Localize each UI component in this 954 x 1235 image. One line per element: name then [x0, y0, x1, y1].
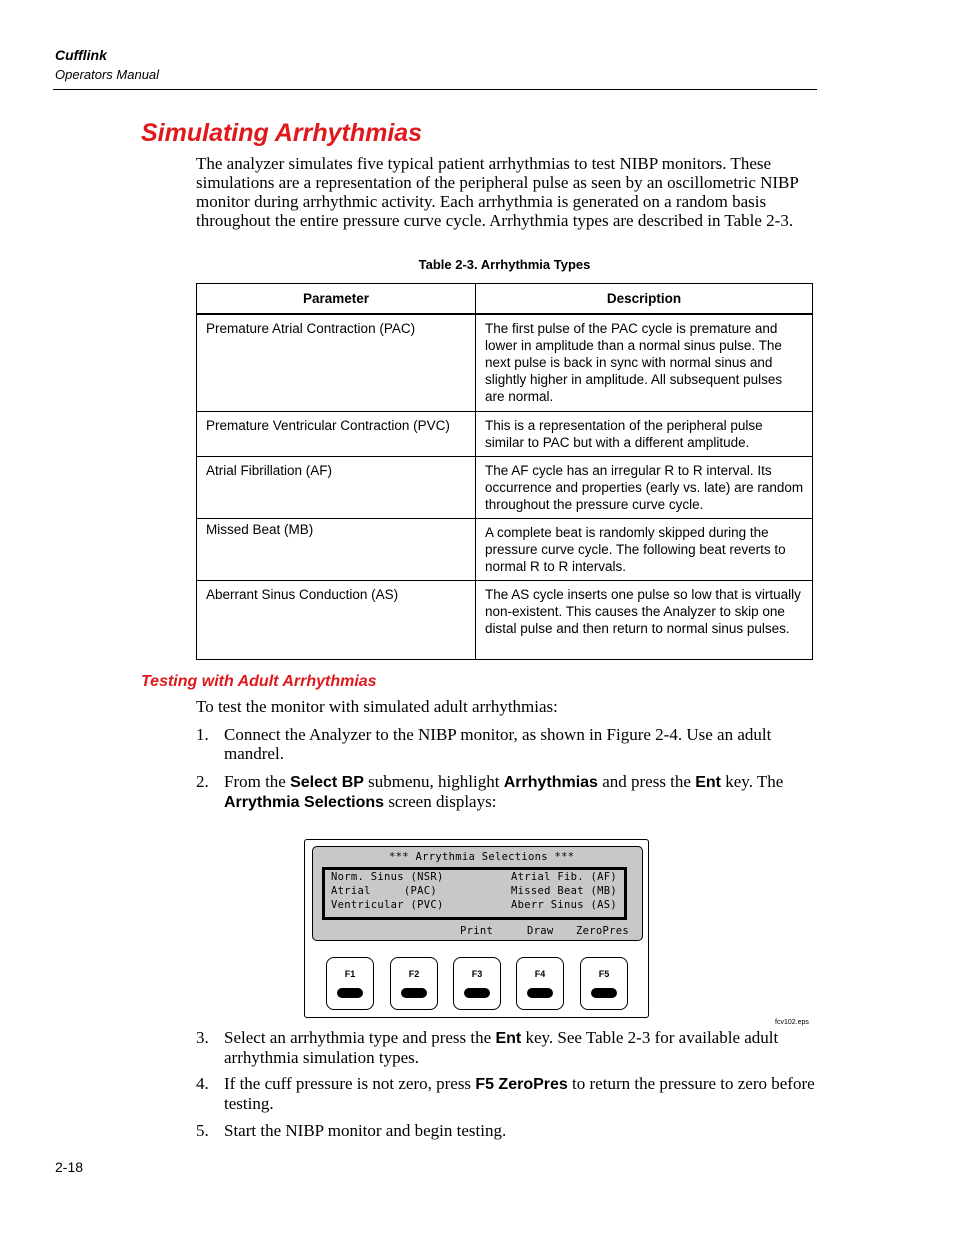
description-cell: This is a representation of the peripheral pulse similar to PAC but with a different amplitude.	[476, 411, 813, 456]
f4-button-bar	[527, 988, 553, 998]
step-text-run: to return the pressure to zero before testing.	[224, 1074, 815, 1113]
softkey-zeropres: ZeroPres	[576, 925, 629, 937]
f5-button-bar	[591, 988, 617, 998]
key-keyword: Ent	[495, 1030, 522, 1047]
menu-keyword: Select BP	[290, 774, 364, 791]
f2-label: F2	[408, 969, 420, 979]
column-header-description: Description	[476, 284, 813, 315]
key-keyword: Ent	[695, 774, 721, 791]
table-row	[197, 411, 813, 456]
description-cell: The first pulse of the PAC cycle is premature and lower in amplitude than a normal sinus pulse. The next pulse is back in sync with normal sinus and slightly higher in amplitude. All subsequent pulses are normal.	[476, 314, 813, 411]
parameter-cell: Premature Atrial Contraction (PAC)	[197, 314, 476, 411]
menu-keyword: Arrhythmias	[503, 774, 598, 791]
softkey-draw: Draw	[527, 925, 554, 937]
manual-subtitle: Operators Manual	[55, 67, 160, 82]
table-header-row	[197, 284, 813, 315]
step-text-run: If the cuff pressure is not zero, press	[224, 1074, 476, 1093]
parameter-cell: Aberrant Sinus Conduction (AS)	[197, 580, 476, 659]
subsection-title: Testing with Adult Arrhythmias	[141, 673, 377, 690]
step-text: Start the NIBP monitor and begin testing.	[224, 1121, 507, 1140]
parameter-cell: Premature Ventricular Contraction (PVC)	[197, 411, 476, 456]
manual-product-title: Cufflink	[55, 47, 107, 63]
table-row	[197, 456, 813, 518]
step-text	[224, 1028, 816, 1067]
f4-label: F4	[534, 969, 546, 979]
step-text-run: submenu, highlight	[363, 772, 504, 791]
step-number: 2.	[196, 772, 209, 791]
header-divider	[53, 89, 817, 90]
menu-option-pvc: Ventricular (PVC)	[331, 899, 444, 911]
table-caption: Table 2-3. Arrhythmia Types	[418, 257, 591, 272]
menu-option-nsr: Norm. Sinus (NSR)	[331, 871, 444, 883]
description-cell: A complete beat is randomly skipped during the pressure curve cycle. The following beat reverts to normal R to R intervals.	[476, 518, 813, 580]
intro-paragraph: The analyzer simulates five typical patient arrhythmias to test NIBP monitors. These simulations are a representation of the peripheral pulse as seen by an oscillometric NIBP monitor during arrhythmic activity. Each arrhythmia is generated on a random basis throughout the entire pressure curve cycle. Arrhythmia types are described in Table 2-3.	[196, 154, 799, 230]
step-number: 5.	[196, 1121, 209, 1140]
step-text-run: key. See Table 2-3 for available adult arrhythmia simulation types.	[224, 1028, 779, 1067]
page-number: 2-18	[55, 1159, 84, 1175]
key-keyword: F5 ZeroPres	[475, 1076, 568, 1093]
figure-file-id: fcv102.eps	[775, 1019, 809, 1026]
step-text: Connect the Analyzer to the NIBP monitor, as shown in Figure 2-4. Use an adult mandrel.	[224, 725, 772, 763]
screen-keyword: Arrythmia Selections	[224, 794, 385, 811]
f5-key	[580, 957, 628, 1010]
f2-button-bar	[401, 988, 427, 998]
f3-button-bar	[464, 988, 490, 998]
description-cell: The AF cycle has an irregular R to R interval. Its occurrence and properties (early vs. late) are random throughout the pressure curve cycle.	[476, 456, 813, 518]
f2-key	[390, 957, 438, 1010]
table-row	[197, 518, 813, 580]
description-cell: The AS cycle inserts one pulse so low that is virtually non-existent. This causes the Analyzer to skip one distal pulse and then return to normal sinus pulses.	[476, 580, 813, 659]
arrhythmia-types-table	[196, 283, 813, 660]
screen-title: *** Arrythmia Selections ***	[389, 851, 575, 863]
section-title: Simulating Arrhythmias	[141, 119, 423, 147]
f3-key	[453, 957, 501, 1010]
f5-label: F5	[598, 969, 610, 979]
f4-key	[516, 957, 564, 1010]
step-text-run: Select an arrhythmia type and press the	[224, 1028, 496, 1047]
f1-key	[326, 957, 374, 1010]
menu-option-pac: Atrial (PAC)	[331, 885, 437, 897]
table-row	[197, 580, 813, 659]
parameter-cell: Missed Beat (MB)	[197, 518, 476, 580]
step-number: 3.	[196, 1028, 209, 1047]
menu-option-af: Atrial Fib. (AF)	[511, 871, 617, 883]
table-row	[197, 314, 813, 411]
step-text-run: and press the	[597, 772, 696, 791]
menu-option-mb: Missed Beat (MB)	[511, 885, 617, 897]
step-text-run: screen displays:	[384, 792, 497, 811]
step-text	[224, 772, 816, 812]
step-number: 4.	[196, 1074, 209, 1093]
column-header-parameter: Parameter	[197, 284, 476, 315]
subsection-lead: To test the monitor with simulated adult arrhythmias:	[196, 697, 558, 716]
f1-button-bar	[337, 988, 363, 998]
step-text	[224, 1074, 816, 1113]
f3-label: F3	[471, 969, 483, 979]
lcd-screen	[312, 846, 643, 941]
step-number: 1.	[196, 725, 209, 744]
menu-option-as: Aberr Sinus (AS)	[511, 899, 617, 911]
parameter-cell: Atrial Fibrillation (AF)	[197, 456, 476, 518]
analyzer-display-figure	[304, 839, 649, 1018]
f1-label: F1	[344, 969, 356, 979]
step-text-run: From the	[224, 772, 291, 791]
step-text-run: key. The	[721, 772, 784, 791]
softkey-print: Print	[460, 925, 494, 937]
